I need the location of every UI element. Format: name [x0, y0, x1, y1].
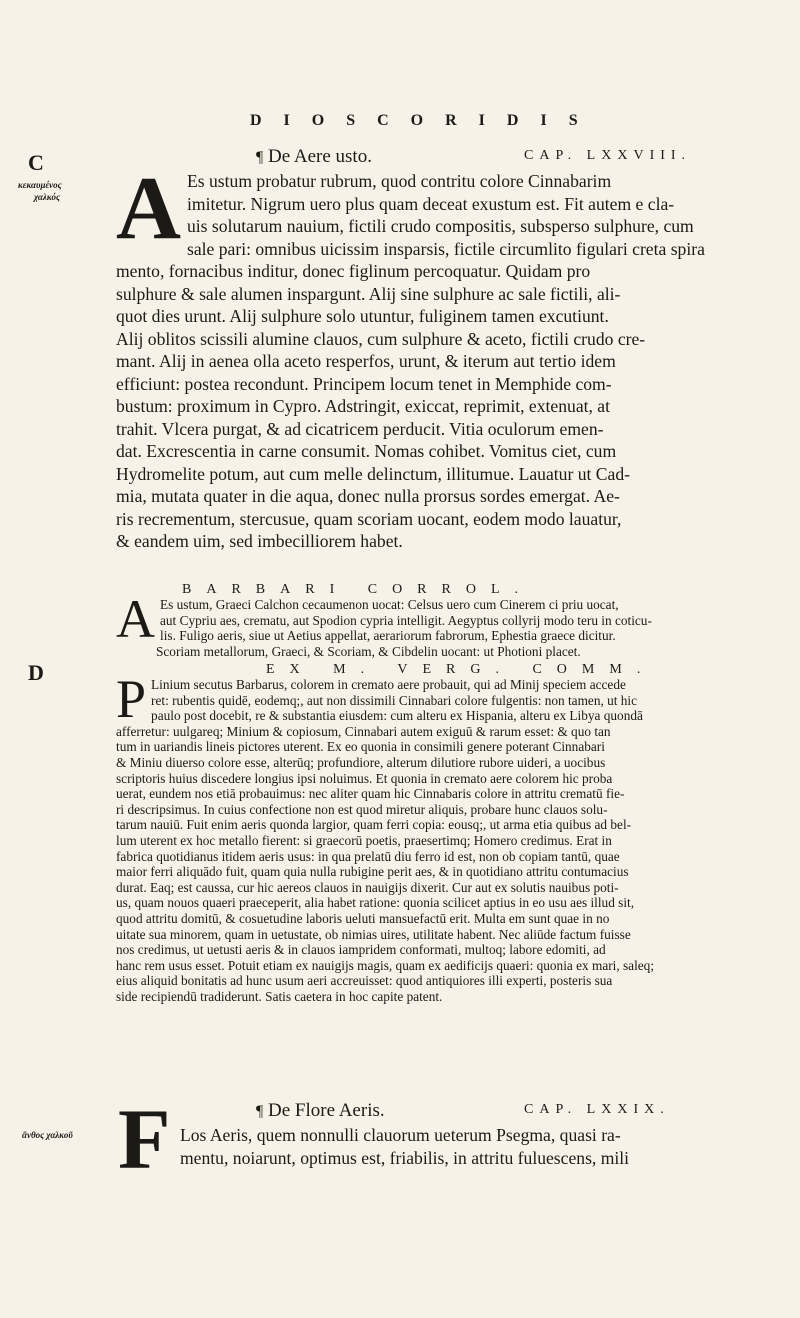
text-line: mia, mutata quater in die aqua, donec nulla prorsus sordes emergat. Ae- — [116, 486, 620, 506]
text-line: & eandem uim, sed imbecilliorem habet. — [116, 531, 403, 551]
margin-letter-d: D — [28, 660, 44, 685]
text-line: Hydromelite potum, aut cum melle delinctum, illitumue. Lauatur ut Cad- — [116, 463, 631, 484]
text-line: dat. Excrescentia in carne consumit. Nomas cohibet. Vomitus ciet, cum — [116, 441, 617, 461]
chapter-number: CAP. LXXVIII. — [524, 148, 692, 163]
text-line: tarum nauiū. Fuit enim aeris quonda largior, quam ferri copia: eousq;, ut arma etia quibus ad bel- — [116, 817, 632, 833]
drop-cap: A — [116, 159, 181, 258]
text-line: mentu, noiarunt, optimus est, friabilis, in attritu fuluescens, mili — [180, 1147, 630, 1168]
text-line: sale pari: omnibus uicissim insparsis, fictile circumlito figulari creta spira — [187, 238, 705, 259]
text-line: & Miniu diuerso colore esse, alterūq; profundiore, alterum dilutiore rubore uideri, a uocibus — [116, 754, 606, 770]
text-line: ret: rubentis quidē, eodemq;, aut non dissimili Cinnabari colore fulgentis: non tamen, ut hic — [151, 692, 638, 708]
text-line: bustum: proximum in Cypro. Adstringit, exiccat, reprimit, extenuat, at — [116, 396, 611, 416]
commentary-heading: EX M. VERG. COMM. — [266, 662, 656, 677]
margin-letter-c: C — [28, 150, 44, 175]
text-line: mant. Alij in aenea olla aceto resperfos, urunt, & iterum aut tertio idem — [116, 351, 616, 371]
text-line: paulo post docebit, re & substantia eiusdem: cum alteru ex Hispania, alteru ex Libya quondā — [151, 708, 643, 724]
chapter-heading — [116, 146, 780, 170]
text-line: afferretur: uulgareq; Minium & copiosum, Cinnabari autem exiguū & rarum esset: & quo tan — [116, 723, 611, 739]
text-line: Es ustum, Graeci Calchon cecaumenon uocat: Celsus uero cum Cinerem ci priu uocat, — [160, 597, 619, 612]
text-line: uitate sua minorem, quam in uetustate, ob nimias uires, utilitate habent. Nec aliūde factum fuisse — [116, 926, 631, 942]
text-line: durat. Eaq; est caussa, cur hic aereos clauos in nauigijs dixerit. Cur aut ex solutis nauibus poti- — [116, 879, 619, 895]
text-line: ri descripsimus. In cuius confectione non est quod miretur aliquis, probare hunc clauos solu- — [116, 801, 608, 817]
text-line: mento, fornacibus inditur, donec figlinum percoquatur. Quidam pro — [116, 261, 591, 281]
text-line: Scoriam metallorum, Graeci, & Scoriam, & Cibdelin uocant: ut Photioni placet. — [156, 643, 581, 659]
pilcrow-icon: ¶ — [256, 149, 264, 166]
text-line: trahit. Vlcera purgat, & ad cicatricem perducit. Vitia oculorum emen- — [116, 418, 604, 439]
text-line: imitetur. Nigrum uero plus quam deceat exustum est. Fit autem e cla- — [187, 193, 675, 214]
text-line: aut Cypriu aes, crematu, aut Spodion cypria intelligit. Aegyptus collyrij modo teru in coticu- — [160, 612, 652, 628]
running-head: DIOSCORIDIS — [250, 112, 600, 129]
text-line: sulphure & sale alumen inspargunt. Alij sine sulphure ac sale fictili, ali- — [116, 283, 621, 304]
drop-cap: F — [118, 1091, 171, 1187]
margin-greek-note: κεκαυμένος — [18, 180, 62, 190]
margin-greek-note: χαλκός — [34, 192, 60, 202]
text-line: us, quam nouos quaeri praeceperit, alia habet ratione: quonia scilicet aptius in eo usu aes illud sit, — [116, 895, 635, 911]
text-line: Alij oblitos scissili alumine clauos, cum sulphure & aceto, fictili crudo cre- — [116, 328, 646, 349]
margin-greek-note: ἄνθος χαλκοῦ — [22, 1130, 73, 1140]
text-line: side recipiendū tradiderunt. Satis caetera in hoc capite patent. — [116, 988, 443, 1004]
drop-cap: P — [116, 669, 147, 729]
vergilius-commentary — [116, 662, 780, 1004]
text-line: tum in uariandis lineis pictores uterent. Ex eo quonia in consimili genere poterant Cinnabari — [116, 739, 605, 755]
text-line: quod attritu domitū, & cosuetudine laboris ueluti mansuefactū erit. Multa em sunt quae in no — [116, 910, 610, 926]
text-line: fabrica quotidianus itidem aeris usus: in qua prelatū diu ferro id est, non ob copiam tantū, quae — [116, 848, 620, 864]
text-line: ris recrementum, stercusue, quam scoriam uocant, eodem modo lauatur, — [116, 508, 622, 529]
drop-cap: A — [116, 589, 155, 649]
text-line: lis. Fuligo aeris, siue ut Aetius appellat, aerariorum fabrorum, Ephestia graece dicitur. — [160, 628, 616, 644]
commentary-heading: BARBARI CORROL. — [182, 582, 534, 597]
text-line: uerat, eundem nos etiā probauimus: nec aliter quam hic Cinnabaris colore in attritu crematū fie- — [116, 786, 625, 802]
text-line: maior ferri aliquādo fuit, quam quia nulla rubigine perit aes, & in quotidiano attritu contumacius — [116, 864, 629, 880]
chapter-title: ¶ De Flore Aeris. — [256, 1100, 385, 1121]
chapter-title: ¶ De Aere usto. — [256, 146, 372, 167]
chapter-heading — [116, 1100, 780, 1124]
text-line: uis solutarum nauium, fictili crudo compositis, subsperso sulphure, cum — [187, 216, 694, 236]
chapter-number: CAP. LXXIX. — [524, 1102, 670, 1117]
chapter-body — [116, 1124, 780, 1169]
chapter-79 — [116, 1091, 780, 1187]
barbari-commentary — [116, 582, 780, 659]
text-line: nos credimus, ut uetusti aeris & in clauos iampridem conformati, multoq; labore edomiti, ad — [116, 942, 606, 958]
text-line: Los Aeris, quem nonnulli clauorum ueterum Psegma, quasi ra- — [180, 1125, 621, 1145]
chapter-body — [116, 159, 780, 553]
chapter-78 — [116, 146, 780, 553]
text-line: hanc rem usus esset. Potuit etiam ex nauigijs magis, quam ex aedificijs quaeri: quonia ex mari, saleq; — [116, 957, 655, 973]
text-line: lum uterent ex hoc metallo fierent: si graecorū poetis, praesertimq; Homero credimus. Erat in — [116, 832, 612, 848]
text-line: eius aliquid bonitatis ad hunc usum aeri accreuisset: quod antiquiores illi experti, posteris sua — [116, 973, 613, 989]
text-line: Linium secutus Barbarus, colorem in cremato aere probauit, qui ad Minij speciem accede — [151, 677, 626, 692]
text-line: quot dies urunt. Alij sulphure solo utuntur, fuliginem tamen excutiunt. — [116, 306, 609, 326]
text-line: Es ustum probatur rubrum, quod contritu colore Cinnabarim — [187, 171, 612, 191]
text-line: scriptoris huius discedere longius ipsi noluimus. Et quonia in cremato aere colorem hic proba — [116, 770, 613, 786]
pilcrow-icon: ¶ — [256, 1103, 264, 1120]
text-line: efficiunt: postea recondunt. Principem locum tenet in Memphide com- — [116, 373, 612, 394]
